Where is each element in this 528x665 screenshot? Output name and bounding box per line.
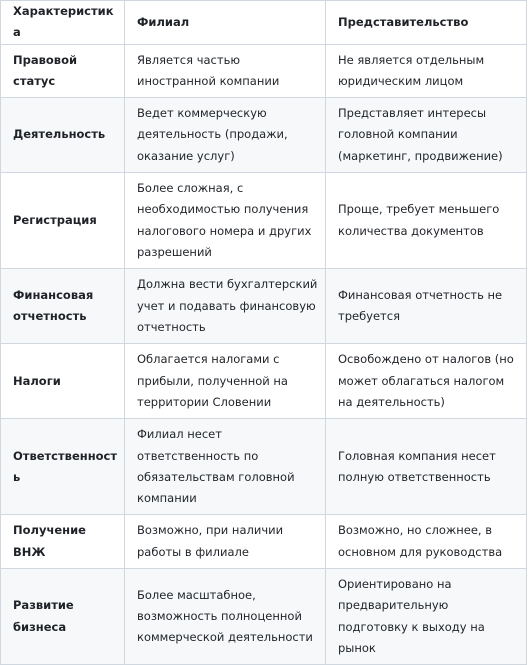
branch-cell	[125, 173, 326, 269]
table-row	[1, 98, 527, 173]
table-row	[1, 515, 527, 569]
feature-label: Финансовая отчетность	[13, 287, 94, 324]
column-header-characteristic: Характеристика	[1, 1, 125, 45]
office-text: Проще, требует меньшего количества документов	[338, 202, 500, 238]
office-cell	[326, 419, 527, 515]
office-cell	[326, 269, 527, 344]
branch-cell	[125, 569, 326, 665]
branch-text: Возможно, при наличии работы в филиале	[137, 523, 284, 559]
feature-label: Ответственность	[13, 448, 118, 484]
branch-text: Более масштабное, возможность полноценной коммерческой деятельности	[137, 587, 313, 645]
office-text: Освобождено от налогов (но может облагаться налогом на деятельность)	[338, 352, 514, 409]
row-feature-cell	[1, 173, 125, 269]
table-row	[1, 419, 527, 515]
row-feature-cell	[1, 269, 125, 344]
table-header	[1, 1, 527, 45]
header-row	[1, 1, 527, 45]
office-text: Головная компания несет полную ответственность	[338, 448, 496, 484]
office-cell	[326, 344, 527, 419]
office-text: Ориентировано на предварительную подготовку к выходу на рынок	[338, 577, 485, 655]
branch-cell	[125, 344, 326, 419]
branch-text: Является частью иностранной компании	[137, 52, 280, 88]
feature-label: Налоги	[13, 373, 61, 388]
office-cell	[326, 98, 527, 173]
office-text: Возможно, но сложнее, в основном для руководства	[338, 523, 503, 559]
table-row	[1, 173, 527, 269]
feature-label: Получение ВНЖ	[13, 523, 86, 559]
branch-text: Должна вести бухгалтерский учет и подавать финансовую отчетность	[137, 277, 318, 334]
branch-text: Ведет коммерческую деятельность (продажи, оказание услуг)	[137, 106, 288, 163]
office-text: Финансовая отчетность не требуется	[338, 287, 503, 324]
feature-label: Развитие бизнеса	[13, 598, 74, 634]
column-header-representative-office: Представительство	[326, 1, 527, 45]
row-feature-cell	[1, 419, 125, 515]
branch-text: Филиал несет ответственность по обязательствам головной компании	[137, 427, 295, 506]
branch-cell	[125, 419, 326, 515]
office-cell	[326, 515, 527, 569]
branch-cell	[125, 269, 326, 344]
table-row	[1, 44, 527, 98]
table-row	[1, 344, 527, 419]
table-row	[1, 569, 527, 665]
office-cell	[326, 173, 527, 269]
branch-cell	[125, 98, 326, 173]
branch-text: Более сложная, с необходимостью получения налогового номера и других разрешений	[137, 181, 312, 259]
office-text: Представляет интересы головной компании (маркетинг, продвижение)	[338, 106, 503, 163]
office-text: Не является отдельным юридическим лицом	[338, 52, 485, 88]
table-body	[1, 44, 527, 665]
branch-text: Облагается налогами с прибыли, полученной на территории Словении	[137, 352, 288, 409]
column-header-branch: Филиал	[125, 1, 326, 45]
row-feature-cell	[1, 344, 125, 419]
feature-label: Правовой статус	[13, 52, 78, 88]
feature-label: Регистрация	[13, 213, 97, 228]
row-feature-cell	[1, 515, 125, 569]
branch-cell	[125, 515, 326, 569]
branch-cell	[125, 44, 326, 98]
table-row	[1, 269, 527, 344]
office-cell	[326, 44, 527, 98]
row-feature-cell	[1, 569, 125, 665]
office-cell	[326, 569, 527, 665]
row-feature-cell	[1, 98, 125, 173]
row-feature-cell	[1, 44, 125, 98]
feature-label: Деятельность	[13, 127, 106, 142]
